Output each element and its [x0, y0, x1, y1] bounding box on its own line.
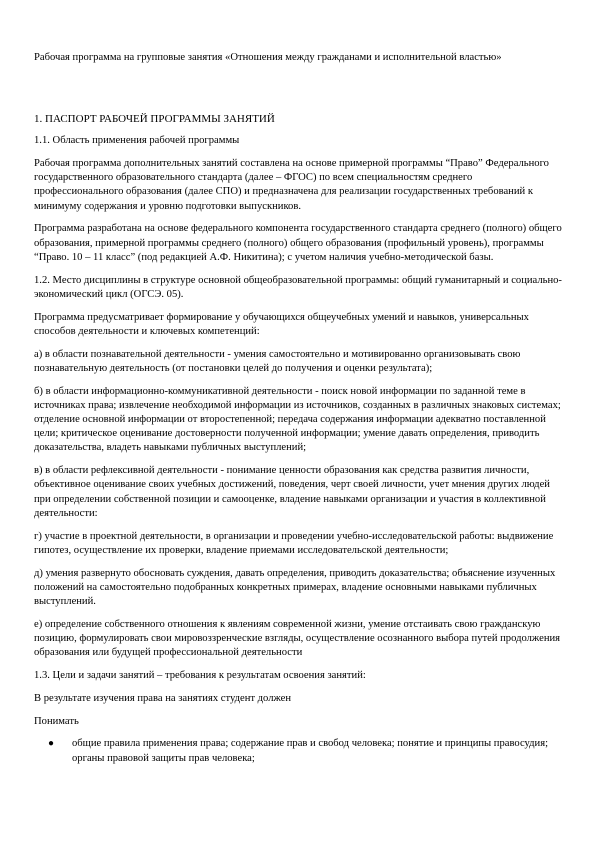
subsection-heading-1-3: 1.3. Цели и задачи занятий – требования к результатам освоения занятий: [34, 670, 366, 682]
list-item-b: б) в области информационно-коммуникативной деятельности - поиск новой информации по заданной теме в источниках права; извлечение необходимой информации из источников, созданных в различных знаковых системах; отделение основной информации от второстепенной; передача содержания информации адекватно поставленной цели; критическое оценивание достоверности полученной информации; умение давать определения, приводить доказательства, владеть навыками публичных выступлений; [34, 385, 561, 454]
list-item-g: г) участие в проектной деятельности, в организации и проведении учебно-исследовательской работы: выдвижение гипотез, осуществление их проверки, владение приемами исследовательской деятельности; [34, 530, 554, 556]
subsection-heading-1-2: 1.2. Место дисциплины в структуре основной общеобразовательной программы: общий гуманитарный и социально-экономический цикл (ОГСЭ. 05). [34, 274, 562, 300]
paragraph: В результате изучения права на занятиях студент должен [34, 692, 292, 704]
bullet-list [34, 737, 564, 765]
subsection-heading-1-1: 1.1. Область применения рабочей программы [34, 135, 240, 147]
document-header: Рабочая программа на групповые занятия «Отношения между гражданами и исполнительной властью» [34, 52, 502, 63]
list-item-e: е) определение собственного отношения к явлениям современной жизни, умение отстаивать свою гражданскую позицию, формулировать свои мировоззренческие взгляды, осуществление осознанного выбора путей продолжения образования или будущей профессиональной деятельности [34, 618, 561, 659]
paragraph: Программа предусматривает формирование у обучающихся общеучебных умений и навыков, универсальных способов деятельности и ключевых компетенций: [34, 311, 529, 337]
list-item-d: д) умения развернуто обосновать суждения, давать определения, приводить доказательства; объяснение изученных положений на самостоятельно подобранных конкретных примерах, владение основными навыками публичных выступлений. [34, 567, 556, 608]
paragraph: Рабочая программа дополнительных занятий составлена на основе примерной программы “Право” Федерального государственного образовательного стандарта (далее – ФГОС) по всем специальностям среднего профессионального образования (далее СПО) и предназначена для реализации государственных требований к минимуму содержания и уровню подготовки выпускников. [34, 158, 549, 212]
list-item [34, 737, 564, 765]
paragraph: Программа разработана на основе федерального компонента государственного стандарта среднего (полного) общего образования, примерной программы среднего (полного) общего образования (профильный уровень), программы “Право. 10 – 11 класс” (под редакцией А.Ф. Никитина); с учетом наличия учебно-методической базы. [34, 223, 562, 263]
section-heading: 1. ПАСПОРТ РАБОЧЕЙ ПРОГРАММЫ ЗАНЯТИЙ [34, 113, 275, 125]
paragraph: Понимать [34, 715, 79, 727]
list-item-a: а) в области познавательной деятельности - умения самостоятельно и мотивированно организовывать свою познавательную деятельность (от постановки целей до получения и оценки результата); [34, 348, 521, 374]
list-item-v: в) в области рефлексивной деятельности - понимание ценности образования как средства развития личности, объективное оценивание своих учебных достижений, поведения, черт своей личности, учет мнения других людей при определении собственной позиции и самооценке, владение навыками организации и участия в коллективной деятельности: [34, 465, 550, 519]
bullet-dot-icon: ● [48, 738, 55, 750]
list-item-text: общие правила применения права; содержание прав и свобод человека; понятие и принципы правосудия; органы правовой защиты прав человека; [72, 738, 549, 764]
document-body [34, 112, 564, 766]
